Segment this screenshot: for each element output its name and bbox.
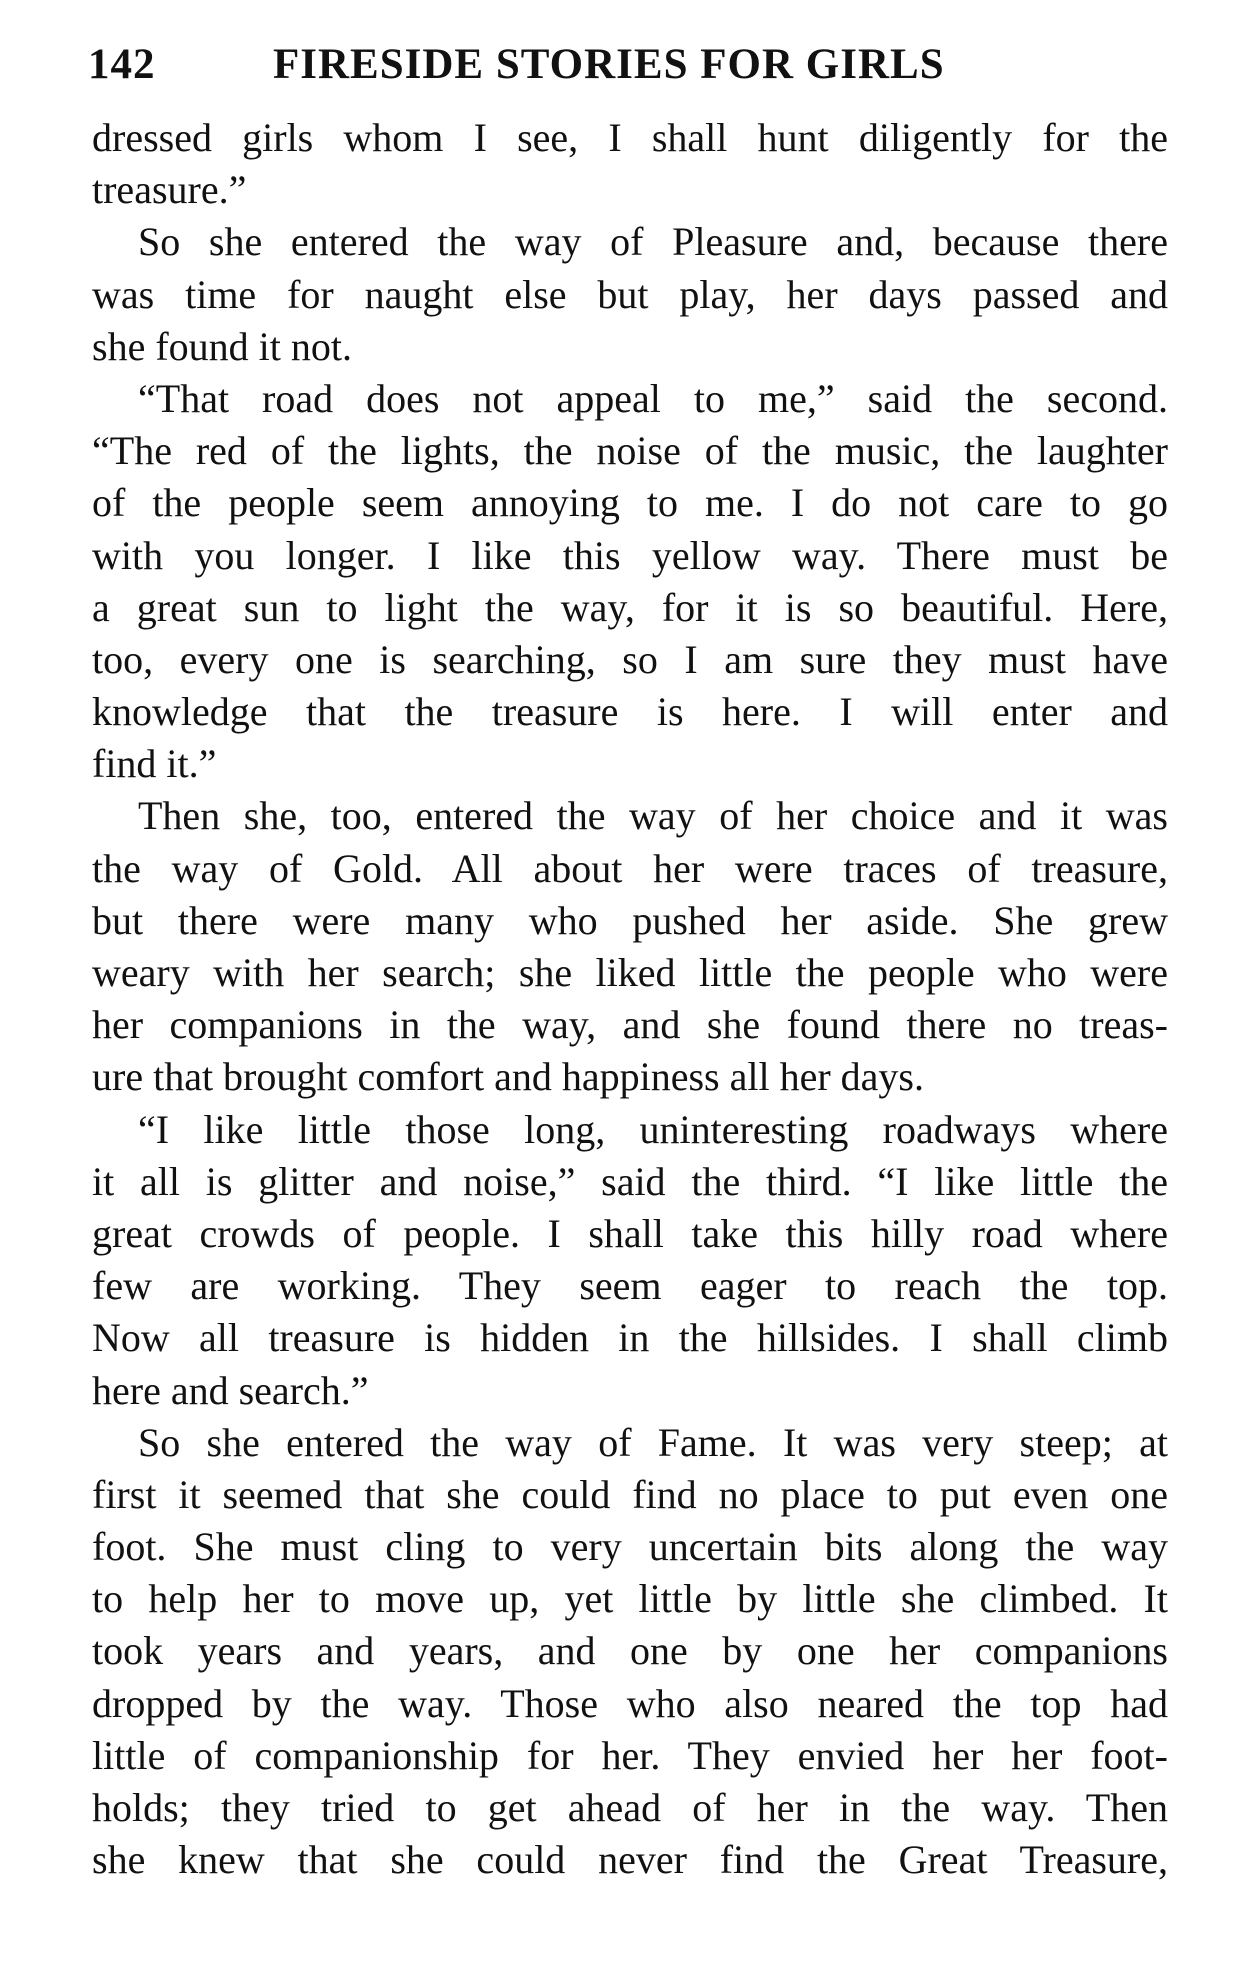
running-head (88, 40, 1178, 100)
text-line: took years and years, and one by one her companions (92, 1628, 1168, 1674)
text-line: dressed girls whom I see, I shall hunt diligently for the (92, 115, 1168, 160)
text-line: of the people seem annoying to me. I do not care to go (92, 480, 1168, 526)
text-line: too, every one is searching, so I am sure they must have (92, 636, 1168, 682)
text-line: here and search.” (92, 1367, 369, 1413)
text-line: So she entered the way of Pleasure and, because there (138, 219, 1168, 265)
text-line: foot. She must cling to very uncertain bits along the way (92, 1524, 1168, 1570)
text-line: great crowds of people. I shall take this hilly road where (92, 1210, 1168, 1256)
text-line: little of companionship for her. They envied her her foot- (92, 1732, 1168, 1778)
text-line: her companions in the way, and she found there no treas- (92, 1002, 1168, 1048)
text-line: “The red of the lights, the noise of the music, the laughter (92, 428, 1168, 474)
text-line: first it seemed that she could find no place to put even one (92, 1471, 1168, 1517)
text-line: Then she, too, entered the way of her choice and it was (138, 793, 1168, 839)
text-line: Now all treasure is hidden in the hillsides. I shall climb (92, 1315, 1168, 1361)
text-line: a great sun to light the way, for it is so beautiful. Here, (92, 584, 1168, 630)
page-number: 142 (88, 41, 156, 88)
text-line: was time for naught else but play, her days passed and (92, 271, 1168, 317)
text-line: knowledge that the treasure is here. I will enter and (92, 689, 1168, 735)
text-line: the way of Gold. All about her were traces of treasure, (92, 845, 1168, 891)
text-line: find it.” (92, 741, 217, 787)
text-line: she knew that she could never find the Great Treasure, (92, 1837, 1168, 1883)
text-line: So she entered the way of Fame. It was very steep; at (138, 1419, 1168, 1465)
text-line: “That road does not appeal to me,” said the second. (138, 375, 1168, 421)
text-line: with you longer. I like this yellow way. There must be (92, 532, 1168, 578)
text-line: it all is glitter and noise,” said the third. “I like little the (92, 1158, 1168, 1204)
text-line: she found it not. (92, 323, 352, 369)
body-text (92, 112, 1168, 1886)
text-line: dropped by the way. Those who also neared the top had (92, 1680, 1168, 1726)
text-line: weary with her search; she liked little the people who were (92, 950, 1168, 995)
text-line: treasure.” (92, 167, 247, 213)
book-title: FIRESIDE STORIES FOR GIRLS (273, 41, 945, 88)
text-line: ure that brought comfort and happiness all her days. (92, 1054, 924, 1100)
text-line: few are working. They seem eager to reach the top. (92, 1263, 1168, 1309)
text-line: holds; they tried to get ahead of her in the way. Then (92, 1785, 1168, 1830)
text-line: to help her to move up, yet little by little she climbed. It (92, 1576, 1168, 1622)
text-line: “I like little those long, uninteresting roadways where (138, 1106, 1168, 1152)
text-line: but there were many who pushed her aside. She grew (92, 897, 1168, 943)
